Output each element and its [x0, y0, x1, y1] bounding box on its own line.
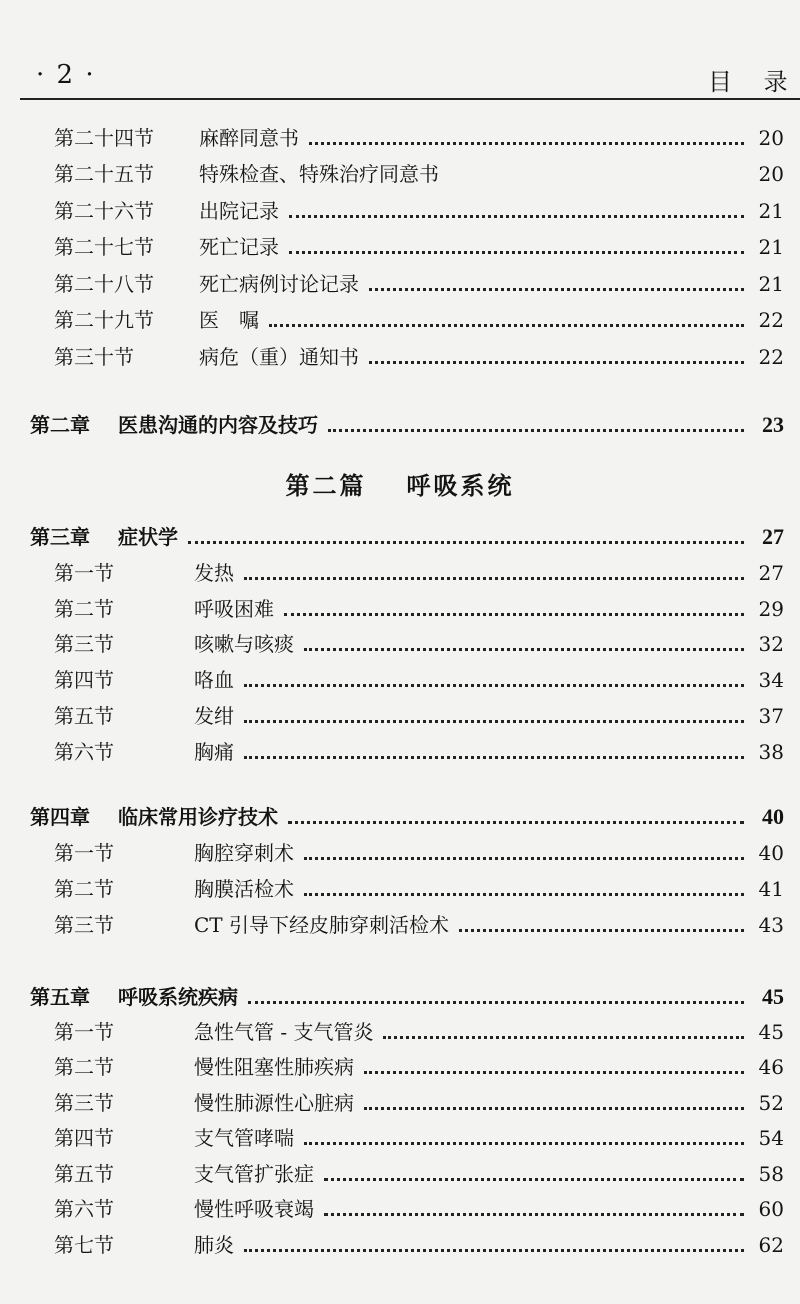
- toc-entry-label: 第四节: [54, 1126, 114, 1150]
- toc-entry: [54, 228, 784, 266]
- toc-entry-label: 第二十九节: [54, 308, 154, 332]
- toc-entry-title: 呼吸困难: [194, 597, 274, 621]
- toc-chapter-title: 呼吸系统疾病: [118, 985, 238, 1009]
- toc-entry-page: 60: [758, 1197, 784, 1221]
- toc-entry-page: 27: [758, 561, 784, 585]
- toc-chapter-label: 第三章: [30, 525, 90, 549]
- toc-entry: [54, 1084, 784, 1122]
- dot-leader: [459, 929, 744, 932]
- toc-chapter-label: 第四章: [30, 805, 90, 829]
- dot-leader: [364, 1107, 744, 1110]
- toc-entry: [54, 1190, 784, 1228]
- toc-entry: [54, 1048, 784, 1086]
- dot-leader: [304, 893, 744, 896]
- toc-entry-page: 52: [758, 1091, 784, 1115]
- toc-entry-page: 62: [758, 1233, 784, 1257]
- dot-leader: [369, 361, 744, 364]
- toc-entry: [54, 192, 784, 230]
- toc-chapter-title: 症状学: [118, 525, 178, 549]
- header-rule: [20, 98, 800, 100]
- toc-entry: [54, 906, 784, 944]
- toc-entry: [54, 155, 784, 193]
- toc-entry-title: 胸腔穿刺术: [194, 841, 294, 865]
- part-label: 第二篇: [285, 472, 367, 500]
- dot-leader: [383, 1036, 744, 1039]
- toc-entry: [54, 870, 784, 908]
- toc-chapter-page: 40: [762, 804, 784, 829]
- toc-entry-title: 慢性呼吸衰竭: [194, 1197, 314, 1221]
- toc-entry-title: CT 引导下经皮肺穿刺活检术: [194, 913, 449, 937]
- toc-entry: [54, 625, 784, 663]
- dot-leader: [244, 1249, 744, 1252]
- toc-entry: [54, 338, 784, 376]
- dot-leader: [304, 648, 744, 651]
- toc-entry-label: 第二十五节: [54, 162, 154, 186]
- toc-entry-title: 胸痛: [194, 740, 234, 764]
- toc-entry-title: 咳嗽与咳痰: [194, 632, 294, 656]
- toc-chapter-entry: [30, 978, 784, 1016]
- toc-entry-page: 21: [758, 199, 784, 223]
- toc-entry-title: 出院记录: [199, 199, 279, 223]
- toc-entry: [54, 590, 784, 628]
- toc-chapter-title: 临床常用诊疗技术: [118, 805, 278, 829]
- toc-entry-page: 20: [758, 126, 784, 150]
- dot-leader: [304, 1142, 744, 1145]
- toc-entry: [54, 661, 784, 699]
- toc-entry-title: 麻醉同意书: [199, 126, 299, 150]
- running-title: 目 录: [708, 68, 800, 96]
- toc-entry: [54, 1155, 784, 1193]
- toc-entry-title: 发热: [194, 561, 234, 585]
- toc-entry: [54, 119, 784, 157]
- dot-leader: [328, 429, 744, 432]
- toc-entry: [54, 1119, 784, 1157]
- toc-entry-page: 37: [758, 704, 784, 728]
- toc-entry-title: 特殊检查、特殊治疗同意书: [199, 162, 439, 186]
- dot-leader: [364, 1071, 744, 1074]
- toc-entry-title: 死亡记录: [199, 235, 279, 259]
- part-title: [0, 466, 800, 501]
- toc-entry-label: 第三十节: [54, 345, 134, 369]
- toc-entry: [54, 1226, 784, 1264]
- toc-entry-page: 22: [758, 308, 784, 332]
- toc-chapter-label: 第五章: [30, 985, 90, 1009]
- toc-chapter-page: 45: [762, 984, 784, 1009]
- toc-entry-label: 第一节: [54, 841, 114, 865]
- toc-chapter-entry: [30, 518, 784, 556]
- toc-entry-label: 第三节: [54, 913, 114, 937]
- toc-entry-page: 21: [758, 272, 784, 296]
- dot-leader: [324, 1178, 744, 1181]
- toc-entry-label: 第二节: [54, 597, 114, 621]
- toc-chapter-page: 23: [762, 412, 784, 437]
- toc-entry-title: 支气管哮喘: [194, 1126, 294, 1150]
- toc-entry-title: 病危（重）通知书: [199, 345, 359, 369]
- toc-entry-label: 第三节: [54, 1091, 114, 1115]
- toc-entry-label: 第六节: [54, 1197, 114, 1221]
- dot-leader: [289, 215, 744, 218]
- page-header: [0, 60, 800, 102]
- toc-entry-label: 第四节: [54, 668, 114, 692]
- toc-chapter-page: 27: [762, 524, 784, 549]
- dot-leader: [248, 1001, 744, 1004]
- toc-entry-page: 22: [758, 345, 784, 369]
- dot-leader: [244, 756, 744, 759]
- toc-entry-label: 第一节: [54, 561, 114, 585]
- toc-chapter-label: 第二章: [30, 413, 90, 437]
- toc-entry-title: 医 嘱: [199, 308, 259, 332]
- toc-entry: [54, 554, 784, 592]
- dot-leader: [244, 577, 744, 580]
- dot-leader: [324, 1213, 744, 1216]
- toc-entry-label: 第五节: [54, 704, 114, 728]
- toc-entry-page: 32: [758, 632, 784, 656]
- toc-entry-label: 第一节: [54, 1020, 114, 1044]
- dot-leader: [188, 541, 744, 544]
- toc-chapter-entry: [30, 798, 784, 836]
- toc-entry-label: 第五节: [54, 1162, 114, 1186]
- toc-entry-label: 第六节: [54, 740, 114, 764]
- toc-entry-label: 第二节: [54, 1055, 114, 1079]
- dot-leader: [284, 613, 744, 616]
- toc-entry: [54, 301, 784, 339]
- toc-entry-label: 第三节: [54, 632, 114, 656]
- page-number: · 2 ·: [36, 60, 96, 90]
- dot-leader: [309, 142, 744, 145]
- toc-chapter-title: 医患沟通的内容及技巧: [118, 413, 318, 437]
- toc-entry-page: 20: [758, 162, 784, 186]
- toc-entry-label: 第二十八节: [54, 272, 154, 296]
- toc-entry-page: 21: [758, 235, 784, 259]
- toc-entry-page: 40: [758, 841, 784, 865]
- toc-entry-page: 54: [758, 1126, 784, 1150]
- toc-entry-page: 45: [758, 1020, 784, 1044]
- toc-entry-page: 29: [758, 597, 784, 621]
- toc-entry-title: 急性气管 - 支气管炎: [194, 1020, 374, 1044]
- toc-entry-page: 46: [758, 1055, 784, 1079]
- toc-entry: [54, 1013, 784, 1051]
- toc-entry: [54, 265, 784, 303]
- toc-entry: [54, 733, 784, 771]
- dot-leader: [289, 251, 744, 254]
- toc-entry-label: 第二十六节: [54, 199, 154, 223]
- toc-entry-label: 第二十四节: [54, 126, 154, 150]
- toc-entry-title: 死亡病例讨论记录: [199, 272, 359, 296]
- toc-entry: [54, 697, 784, 735]
- toc-entry-page: 41: [758, 877, 784, 901]
- toc-entry-title: 慢性肺源性心脏病: [194, 1091, 354, 1115]
- toc-entry-title: 支气管扩张症: [194, 1162, 314, 1186]
- dot-leader: [269, 324, 744, 327]
- toc-entry-title: 慢性阻塞性肺疾病: [194, 1055, 354, 1079]
- toc-entry-title: 咯血: [194, 668, 234, 692]
- toc-entry-page: 43: [758, 913, 784, 937]
- dot-leader: [244, 720, 744, 723]
- dot-leader: [244, 684, 744, 687]
- toc-entry-label: 第二节: [54, 877, 114, 901]
- toc-entry-page: 38: [758, 740, 784, 764]
- toc-entry-page: 34: [758, 668, 784, 692]
- toc-chapter-entry: [30, 406, 784, 444]
- toc-entry-title: 胸膜活检术: [194, 877, 294, 901]
- toc-entry-label: 第二十七节: [54, 235, 154, 259]
- toc-entry-page: 58: [758, 1162, 784, 1186]
- dot-leader: [369, 288, 744, 291]
- part-name: 呼吸系统: [406, 472, 515, 500]
- dot-leader: [288, 821, 744, 824]
- toc-entry-title: 发绀: [194, 704, 234, 728]
- toc-entry: [54, 834, 784, 872]
- dot-leader: [304, 857, 744, 860]
- toc-entry-title: 肺炎: [194, 1233, 234, 1257]
- toc-entry-label: 第七节: [54, 1233, 114, 1257]
